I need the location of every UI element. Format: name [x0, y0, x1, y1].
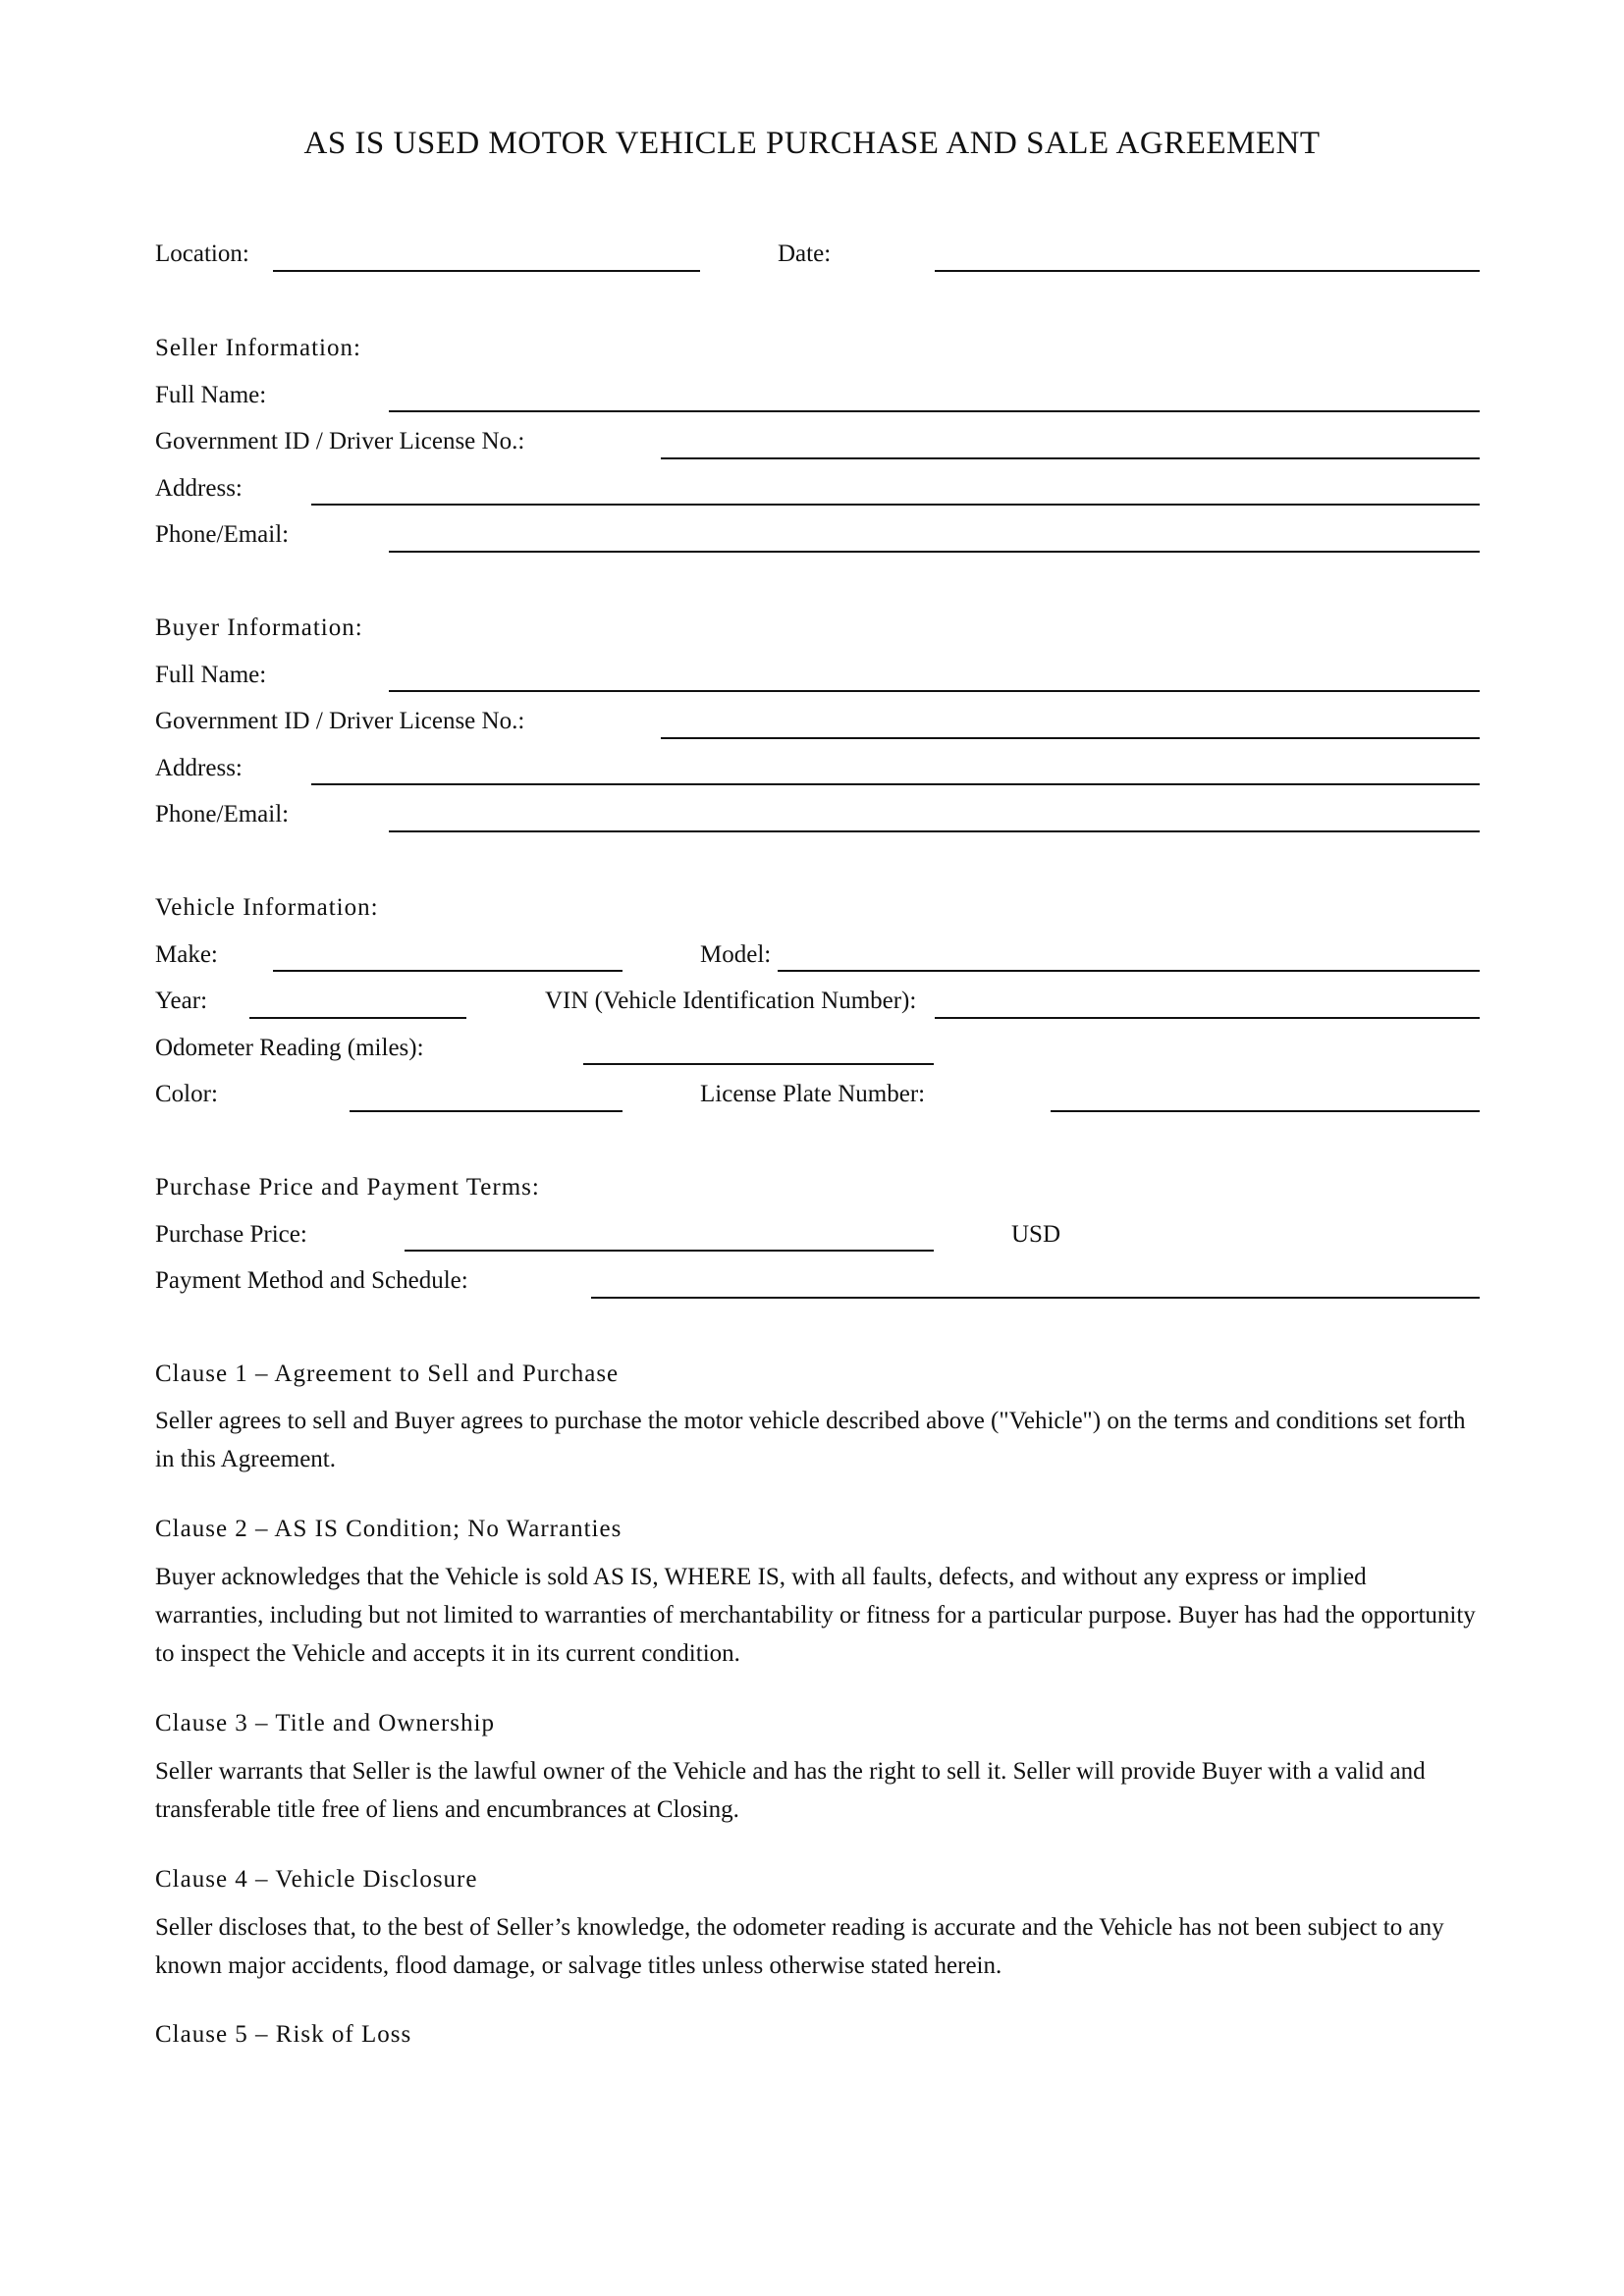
buyer-contact-label: Phone/Email: — [155, 801, 290, 828]
seller-full-name-label: Full Name: — [155, 382, 267, 408]
vehicle-year-label: Year: — [155, 988, 208, 1014]
vehicle-model-label: Model: — [700, 941, 772, 968]
date-field[interactable] — [935, 270, 1480, 272]
seller-contact-field[interactable] — [389, 551, 1480, 553]
vehicle-section-heading: Vehicle Information: — [155, 894, 379, 921]
date-label: Date: — [778, 240, 832, 267]
vehicle-make-label: Make: — [155, 941, 218, 968]
vehicle-plate-field[interactable] — [1051, 1110, 1480, 1112]
vehicle-odometer-label: Odometer Reading (miles): — [155, 1035, 424, 1061]
vehicle-make-field[interactable] — [273, 970, 623, 972]
clause-3-heading: Clause 3 – Title and Ownership — [155, 1710, 495, 1736]
vehicle-vin-field[interactable] — [935, 1017, 1480, 1019]
clause-4-body: Seller discloses that, to the best of Seller’s knowledge, the odometer reading is accurate and the Vehicle has not been subject to any known major accidents, flood damage, or salvage titles unless otherwise stated herein. — [155, 1914, 1444, 1979]
seller-address-field[interactable] — [311, 504, 1480, 506]
currency-label: USD — [1011, 1221, 1061, 1248]
buyer-contact-field[interactable] — [389, 830, 1480, 832]
location-label: Location: — [155, 240, 249, 267]
payment-method-label: Payment Method and Schedule: — [155, 1267, 468, 1294]
seller-id-label: Government ID / Driver License No.: — [155, 428, 525, 454]
vehicle-year-field[interactable] — [249, 1017, 466, 1019]
payment-section-heading: Purchase Price and Payment Terms: — [155, 1174, 540, 1201]
vehicle-plate-label: License Plate Number: — [700, 1081, 926, 1107]
seller-address-label: Address: — [155, 475, 243, 502]
buyer-section-heading: Buyer Information: — [155, 614, 363, 641]
buyer-address-field[interactable] — [311, 783, 1480, 785]
seller-section-heading: Seller Information: — [155, 335, 361, 361]
buyer-id-field[interactable] — [661, 737, 1480, 739]
vehicle-vin-label: VIN (Vehicle Identification Number): — [545, 988, 917, 1014]
seller-contact-label: Phone/Email: — [155, 521, 290, 548]
buyer-id-label: Government ID / Driver License No.: — [155, 708, 525, 734]
clause-4-heading: Clause 4 – Vehicle Disclosure — [155, 1866, 478, 1893]
vehicle-color-label: Color: — [155, 1081, 218, 1107]
document-title: AS IS USED MOTOR VEHICLE PURCHASE AND SALE AGREEMENT — [303, 126, 1321, 161]
buyer-full-name-label: Full Name: — [155, 662, 267, 688]
buyer-full-name-field[interactable] — [389, 690, 1480, 692]
purchase-price-field[interactable] — [405, 1250, 934, 1252]
vehicle-model-field[interactable] — [778, 970, 1480, 972]
clause-1-body: Seller agrees to sell and Buyer agrees to purchase the motor vehicle described above ("Vehicle") on the terms and conditions set forth in this Agreement. — [155, 1408, 1466, 1472]
seller-full-name-field[interactable] — [389, 410, 1480, 412]
clause-2-body: Buyer acknowledges that the Vehicle is sold AS IS, WHERE IS, with all faults, defects, and without any express or implied warranties, including but not limited to warranties of merchantability or fitness for a particular purpose. Buyer has had the opportunity to inspect the Vehicle and accepts it in its current condition. — [155, 1564, 1476, 1667]
vehicle-odometer-field[interactable] — [583, 1063, 934, 1065]
seller-id-field[interactable] — [661, 457, 1480, 459]
clause-1-heading: Clause 1 – Agreement to Sell and Purchase — [155, 1361, 620, 1387]
buyer-address-label: Address: — [155, 755, 243, 781]
purchase-price-label: Purchase Price: — [155, 1221, 307, 1248]
clause-5-heading: Clause 5 – Risk of Loss — [155, 2021, 412, 2048]
clause-3-body: Seller warrants that Seller is the lawful owner of the Vehicle and has the right to sell it. Seller will provide Buyer with a valid and transferable title free of liens and encumbrances at Closing. — [155, 1758, 1426, 1823]
vehicle-color-field[interactable] — [350, 1110, 623, 1112]
location-field[interactable] — [273, 270, 700, 272]
clause-2-heading: Clause 2 – AS IS Condition; No Warranties — [155, 1516, 623, 1542]
payment-method-field[interactable] — [591, 1297, 1480, 1299]
